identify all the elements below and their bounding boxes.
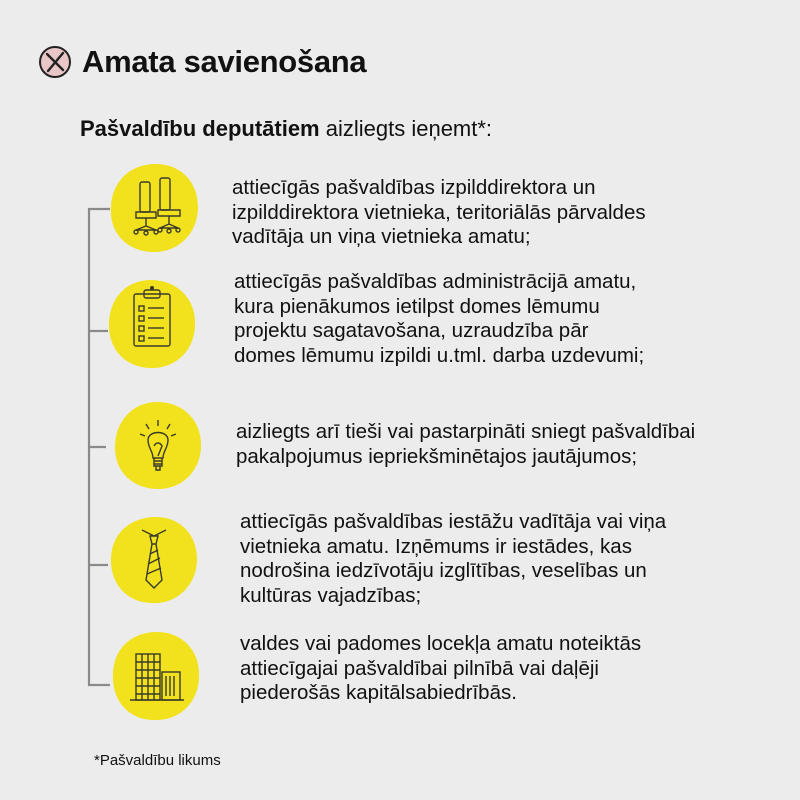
clipboard-checklist-icon <box>104 276 200 372</box>
list-item-text: attiecīgās pašvaldības iestāžu vadītāja vai viņa vietnieka amatu. Izņēmums ir iestādes, kas nodrošina iedzīvotāju izglītības, veselības un kultūras vajadzības; <box>240 510 667 607</box>
subtitle-bold: Pašvaldību deputātiem <box>80 116 320 141</box>
list-item-text: aizliegts arī tieši vai pastarpināti sniegt pašvaldībai pakalpojumus iepriekšminētajos jautājumos; <box>236 420 696 468</box>
lightbulb-icon <box>110 398 206 494</box>
necktie-icon <box>106 512 202 608</box>
office-chairs-icon <box>106 160 202 256</box>
list-item-text: valdes vai padomes locekļa amatu noteiktās attiecīgajai pašvaldībai pilnībā vai daļēji piederošās kapitālsabiedrībās. <box>240 632 642 704</box>
list-item-text: attiecīgās pašvaldības administrācijā amatu, kura pienākumos ietilpst domes lēmumu projektu sagatavošana, uzraudzība pār domes lēmumu izpildi u.tml. darba uzdevumi; <box>234 270 645 367</box>
footnote: *Pašvaldību likums <box>94 752 221 769</box>
buildings-icon <box>108 628 204 724</box>
ballot-cross-icon <box>38 45 72 79</box>
list-item-text: attiecīgās pašvaldības izpilddirektora un izpilddirektora vietnieka, teritoriālās pārvaldes vadītāja un viņa vietnieka amatu; <box>232 176 646 248</box>
subtitle-rest: aizliegts ieņemt*: <box>319 116 493 141</box>
subtitle <box>80 116 492 142</box>
page-title: Amata savienošana <box>82 44 367 79</box>
title-row <box>38 44 366 80</box>
